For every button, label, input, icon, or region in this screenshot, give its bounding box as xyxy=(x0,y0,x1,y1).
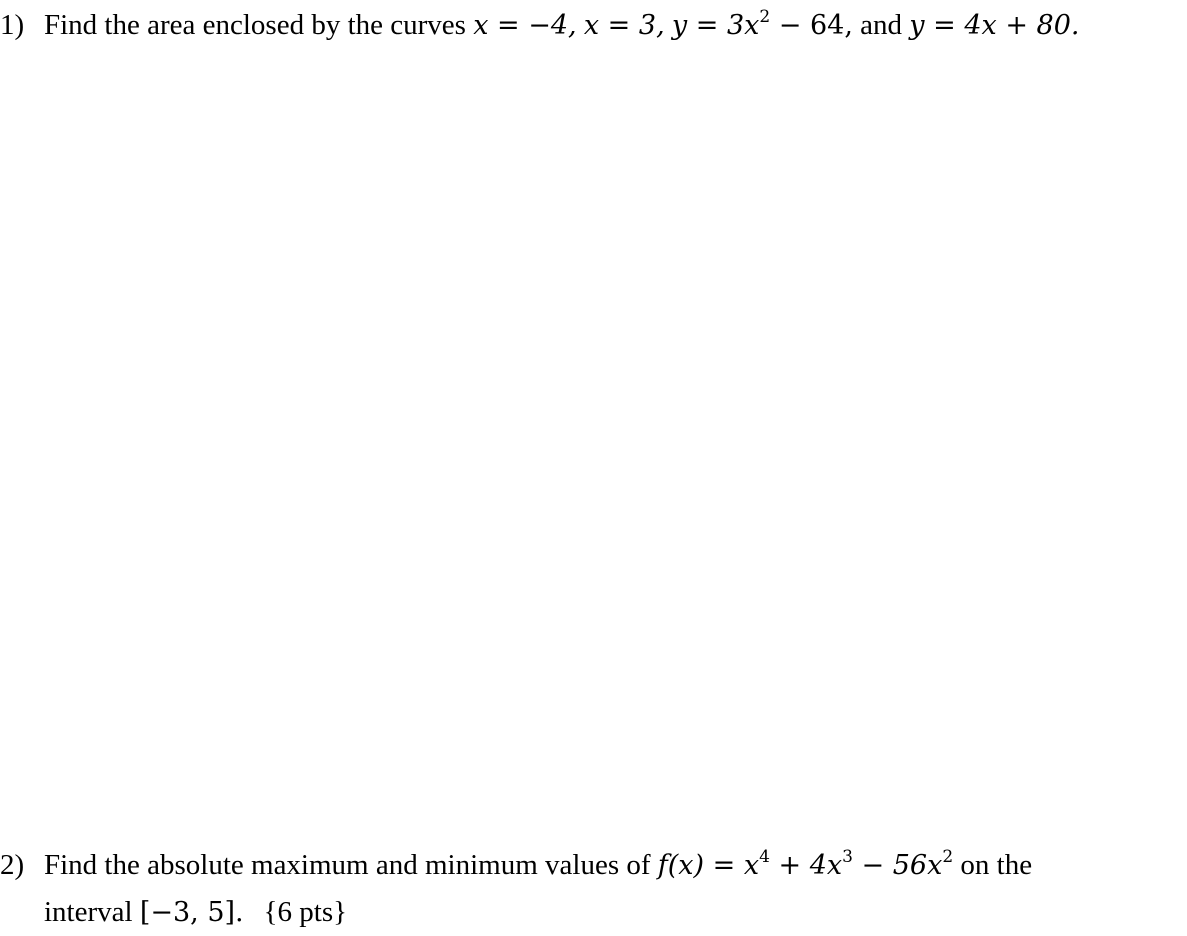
conjunction-text: and xyxy=(860,9,903,41)
problem-text: Find the area enclosed by the curves xyxy=(44,9,466,41)
problem-number: 1) xyxy=(0,9,25,41)
math-expression: $y = 3x^2 - 64$, xyxy=(671,7,853,41)
problem-number: 2) xyxy=(0,849,25,881)
math-expression: x = −4, xyxy=(473,10,577,41)
problem-2 xyxy=(0,842,1032,936)
interval-expression: [−3, 5]. xyxy=(139,897,244,928)
problem-line xyxy=(0,842,1032,889)
problem-1 xyxy=(0,2,1079,49)
math-expression: x = 3, xyxy=(583,10,665,41)
problem-text: interval xyxy=(44,896,133,928)
problem-text: on the xyxy=(960,849,1033,881)
problem-line xyxy=(0,889,1032,936)
math-expression: y = 4x + 80. xyxy=(909,10,1080,41)
math-expression: $f(x) = x^4 + 4x^3 - 56x^2$ xyxy=(657,847,954,881)
problem-text: Find the absolute maximum and minimum values of xyxy=(44,849,651,881)
points-label: {6 pts} xyxy=(263,896,348,928)
